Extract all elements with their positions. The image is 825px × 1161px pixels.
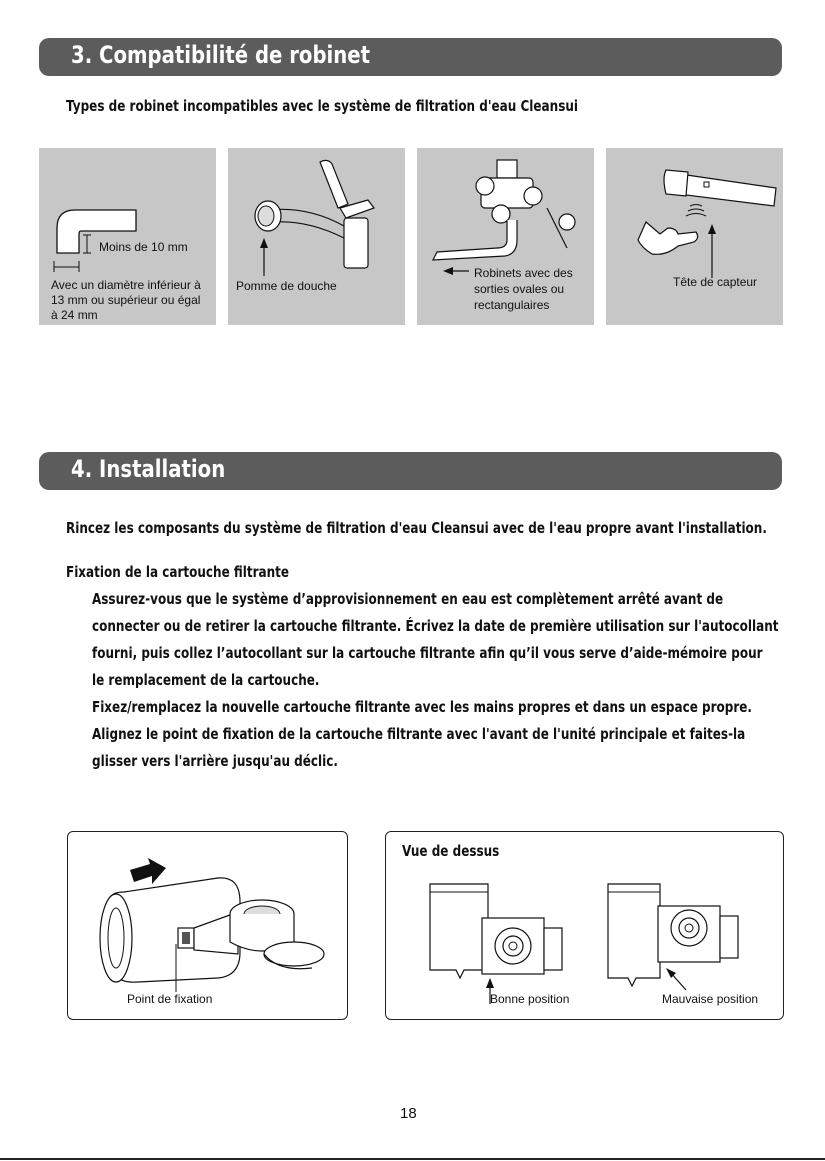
attachment-point-figure (67, 831, 348, 1020)
top-view-figure (385, 831, 784, 1020)
bottom-rule (0, 1158, 825, 1160)
section-4-header (39, 452, 782, 490)
instruction-line-4: le remplacement de la cartouche. (92, 671, 320, 689)
instruction-line-2: connecter ou de retirer la cartouche filtrante. Écrivez la date de première utilisation sur l'autocollant (92, 617, 779, 635)
section-3-header (39, 38, 782, 76)
cartridge-attachment-illustration (68, 832, 347, 1019)
instruction-line-5: Fixez/remplacez la nouvelle cartouche filtrante avec les mains propres et dans un espace propre. (92, 698, 752, 716)
instruction-line-6: Alignez le point de fixation de la cartouche filtrante avec l'avant de l'unité principale et faites-la (92, 725, 746, 743)
oval-outlet-label-2: sorties ovales ou (474, 282, 565, 296)
section-4-title: 4. Installation (71, 455, 226, 483)
faucet-label-diameter-1: Avec un diamètre inférieur à (51, 278, 201, 292)
bad-position-label: Mauvaise position (662, 992, 759, 1006)
top-view-title: Vue de dessus (402, 842, 500, 860)
instruction-line-7: glisser vers l'arrière jusqu'au déclic. (92, 752, 338, 770)
faucet-label-diameter-2: 13 mm ou supérieur ou égal (51, 293, 201, 307)
installation-subheading: Fixation de la cartouche filtrante (66, 563, 290, 581)
attachment-point-label: Point de fixation (127, 992, 213, 1006)
instruction-line-1: Assurez-vous que le système d’approvisionnement en eau est complètement arrêté avant de (92, 590, 724, 608)
faucet-panel-oval-outlet (417, 148, 594, 325)
good-position-label: Bonne position (490, 992, 570, 1006)
faucet-panel-sensor (606, 148, 783, 325)
top-view-illustration (386, 832, 783, 1019)
installation-intro: Rincez les composants du système de filtration d'eau Cleansui avec de l'eau propre avant l'installation. (66, 519, 767, 537)
sensor-head-label: Tête de capteur (673, 275, 758, 289)
section-3-title: 3. Compatibilité de robinet (71, 41, 371, 69)
oval-outlet-label-1: Robinets avec des (474, 266, 573, 280)
page-number: 18 (400, 1105, 417, 1122)
instruction-line-3: fourni, puis collez l’autocollant sur la cartouche filtrante afin qu’il vous serve d’aide-mémoire pour (92, 644, 763, 662)
faucet-label-diameter-3: à 24 mm (51, 308, 98, 322)
shower-head-label: Pomme de douche (236, 279, 337, 293)
shower-faucet-illustration (228, 148, 405, 325)
faucet-panel-shower-head (228, 148, 405, 325)
oval-outlet-label-3: rectangulaires (474, 298, 550, 312)
section-3-subtitle: Types de robinet incompatibles avec le système de filtration d'eau Cleansui (66, 97, 578, 115)
faucet-panel-diameter (39, 148, 216, 325)
faucet-label-length: Moins de 10 mm (99, 240, 188, 254)
sensor-faucet-illustration (606, 148, 783, 325)
